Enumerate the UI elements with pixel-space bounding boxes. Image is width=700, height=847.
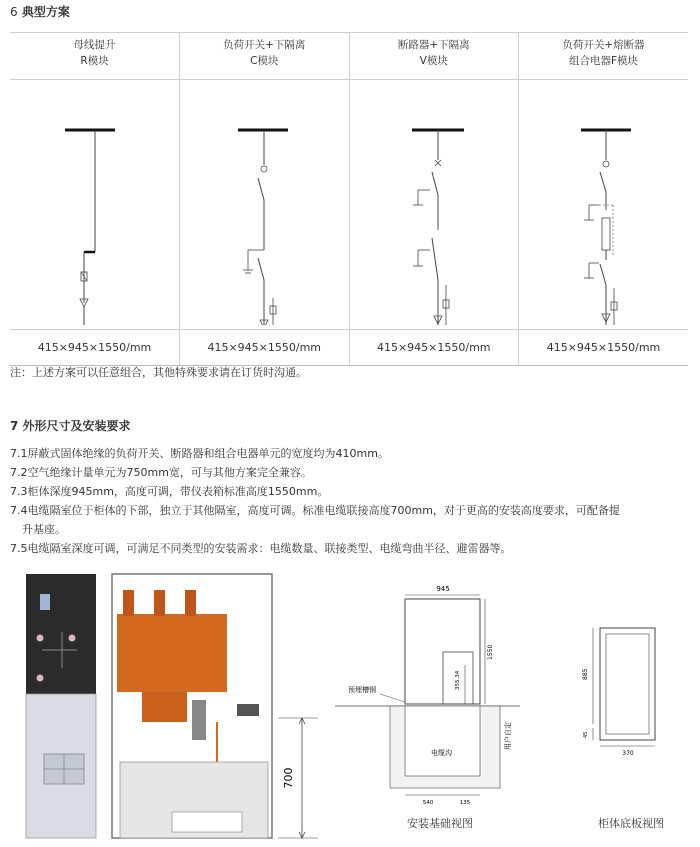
- base-plate-outline: [600, 628, 655, 740]
- scheme-header-c: 负荷开关+下隔离 C模块: [180, 33, 350, 80]
- indicator-light-2: [69, 635, 76, 642]
- f-module-schematic: [519, 80, 693, 325]
- cable-connector: [142, 692, 187, 722]
- dim-945-label: 945: [436, 585, 450, 593]
- scheme-diagram-f: [519, 80, 689, 330]
- scheme-header-r: 母线提升 R模块: [73, 39, 116, 67]
- base-caption: 柜体底板视图: [598, 817, 664, 830]
- base-plate-opening: [606, 634, 649, 734]
- install-caption: 安装基础视图: [407, 817, 473, 830]
- r-module-schematic: [15, 80, 175, 325]
- dim-45-label: 45: [583, 731, 589, 738]
- scheme-table: [10, 33, 688, 366]
- section-title-text: 典型方案: [21, 5, 70, 19]
- section-6-title: [10, 3, 70, 20]
- scheme-header-f: 负荷开关+熔断器 组合电器F模块: [519, 33, 689, 80]
- bushing-3: [185, 590, 196, 616]
- scheme-dims-r: 415×945×1550/mm: [10, 330, 180, 366]
- scheme-dims-c: 415×945×1550/mm: [180, 330, 350, 366]
- scheme-header-v: 断路器+下隔离 V模块: [349, 33, 519, 80]
- earth-switch: [237, 704, 259, 716]
- dim-885-label: 885: [582, 668, 589, 680]
- dim-1550-label: 1550: [487, 644, 494, 660]
- scheme-diagram-v: [349, 80, 519, 330]
- cable-terminal: [192, 700, 206, 740]
- requirement-7-3: 7.3柜体深度945mm，高度可调，带仪表箱标准高度1550mm。: [10, 485, 329, 498]
- cable-trench: [405, 706, 480, 776]
- requirement-7-2: 7.2空气绝缘计量单元为750mm宽，可与其他方案完全兼容。: [10, 466, 312, 479]
- dim-355-label: 355.34: [455, 670, 461, 690]
- v-module-schematic: [350, 80, 526, 325]
- display-window: [40, 594, 50, 610]
- user-defined-label: 用户自定: [504, 722, 512, 750]
- base-plate-drawing: [575, 620, 675, 760]
- scheme-dims-f: 415×945×1550/mm: [519, 330, 689, 366]
- requirement-7-5: 7.5电缆隔室深度可调，可满足不同类型的安装需求：电缆数量、联接类型、电缆弯曲半径、避雷器等。: [10, 542, 512, 555]
- steel-channel-label: 预埋槽钢: [348, 686, 376, 694]
- scheme-diagram-c: [180, 80, 350, 330]
- section-number: 6: [10, 5, 18, 19]
- bushing-1: [123, 590, 134, 616]
- requirement-7-1: 7.1屏蔽式固体绝缘的负荷开关、断路器和组合电器单元的宽度均为410mm。: [10, 447, 389, 460]
- dim-370-label: 370: [622, 750, 634, 757]
- cabinet-outline: [405, 599, 480, 704]
- indicator-light-1: [37, 635, 44, 642]
- scheme-note: 注：上述方案可以任意组合，其他特殊要求请在订货时沟通。: [10, 366, 307, 379]
- bushing-2: [154, 590, 165, 616]
- dim-540-label: 540: [422, 800, 434, 806]
- solid-insulation-unit: [117, 614, 227, 692]
- requirement-7-4-cont: 升基座。: [22, 523, 66, 536]
- requirement-7-4: 7.4电缆隔室位于柜体的下部，独立于其他隔室，高度可调。标准电缆联接高度700mm，对于更高的安装高度要求，可配备提: [10, 504, 620, 517]
- section-7-title: 7 外形尺寸及安装要求: [10, 419, 131, 433]
- indicator-light-3: [37, 675, 44, 682]
- scheme-diagram-r: [10, 80, 180, 330]
- cable-trench-label: 电缆沟: [431, 749, 452, 757]
- dim-700-label: 700: [282, 767, 295, 789]
- install-foundation-drawing: [335, 580, 545, 810]
- cabinet-illustration: [22, 572, 322, 842]
- cabinet-front-panel: [26, 574, 96, 694]
- scheme-dims-v: 415×945×1550/mm: [349, 330, 519, 366]
- c-module-schematic: [180, 80, 348, 325]
- dim-135-label: 135: [459, 800, 471, 806]
